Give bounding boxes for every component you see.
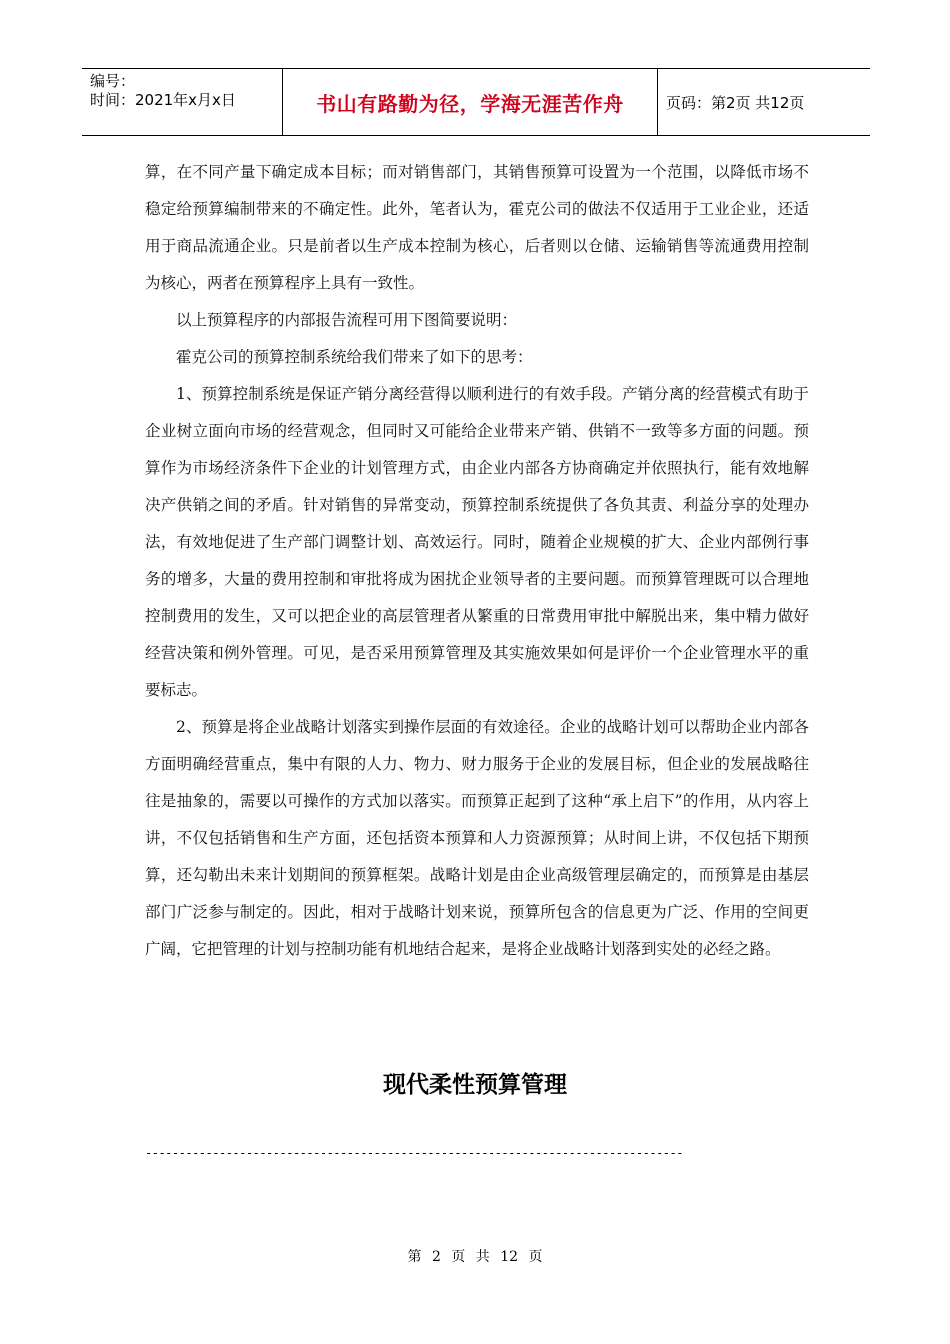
body-paragraph: 霍克公司的预算控制系统给我们带来了如下的思考：	[176, 348, 533, 366]
section-divider: --------------------------------------------------------------------------------	[145, 1146, 683, 1160]
page-footer: 第 2 页 共 12 页	[407, 1249, 543, 1265]
body-paragraph: 以上预算程序的内部报告流程可用下图简要说明：	[176, 311, 518, 329]
document-header	[82, 68, 870, 136]
body-paragraph: 2、预算是将企业战略计划落实到操作层面的有效途径。企业的战略计划可以帮助企业内部各方面明确经营重点，集中有限的人力、物力、财力服务于企业的发展目标，但企业的发展战略往往是抽象的，需要以可操作的方式加以落实。而预算正起到了这种“承上启下”的作用，从内容上讲，不仅包括销售和生产方面，还包括资本预算和人力资源预算；从时间上讲，不仅包括下期预算，还勾勒出未来计划期间的预算框架。战略计划是由企业高级管理层确定的，而预算是由基层部门广泛参与制定的。因此，相对于战略计划来说，预算所包含的信息更为广泛、作用的空间更广阔，它把管理的计划与控制功能有机地结合起来，是将企业战略计划落到实处的必经之路。	[145, 718, 809, 958]
header-page-number: 页码：第2页 共12页	[666, 93, 805, 112]
body-paragraph: 算，在不同产量下确定成本目标；而对销售部门，其销售预算可设置为一个范围，以降低市场不稳定给预算编制带来的不确定性。此外，笔者认为，霍克公司的做法不仅适用于工业企业，还适用于商品流通企业。只是前者以生产成本控制为核心，后者则以仓储、运输销售等流通费用控制为核心，两者在预算程序上具有一致性。	[145, 163, 809, 292]
document-body	[145, 154, 809, 968]
document-number-label: 编号：	[90, 72, 136, 90]
header-motto: 书山有路勤为径，学海无涯苦作舟	[282, 69, 658, 135]
header-meta-cell	[82, 69, 282, 135]
section-title: 现代柔性预算管理	[383, 1072, 567, 1098]
document-date-label: 时间：2021年x月x日	[90, 91, 236, 109]
body-paragraph: 1、预算控制系统是保证产销分离经营得以顺利进行的有效手段。产销分离的经营模式有助于企业树立面向市场的经营观念，但同时又可能给企业带来产销、供销不一致等多方面的问题。预算作为市场经济条件下企业的计划管理方式，由企业内部各方协商确定并依照执行，能有效地解决产供销之间的矛盾。针对销售的异常变动，预算控制系统提供了各负其责、利益分享的处理办法，有效地促进了生产部门调整计划、高效运行。同时，随着企业规模的扩大、企业内部例行事务的增多，大量的费用控制和审批将成为困扰企业领导者的主要问题。而预算管理既可以合理地控制费用的发生，又可以把企业的高层管理者从繁重的日常费用审批中解脱出来，集中精力做好经营决策和例外管理。可见，是否采用预算管理及其实施效果如何是评价一个企业管理水平的重要标志。	[145, 385, 809, 699]
